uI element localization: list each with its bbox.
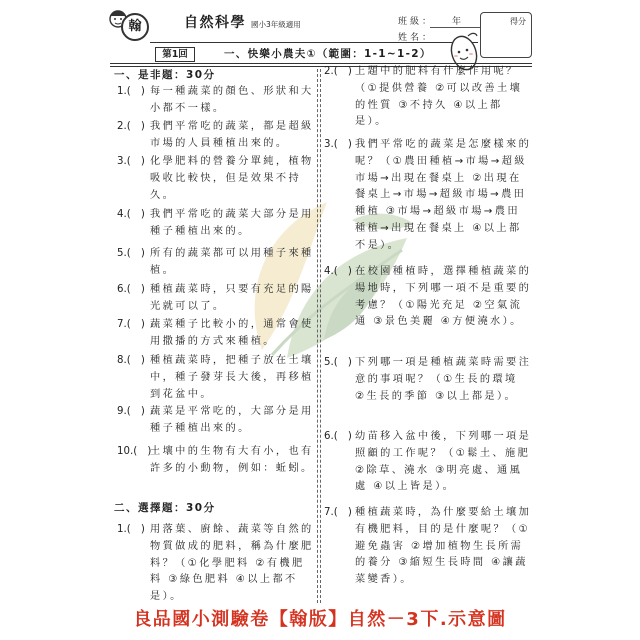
mc-question-3 — [324, 137, 532, 255]
question-text: 我們平常吃的蔬菜，都是超級市場的人員種植出來的。 — [150, 121, 314, 149]
question-text: 幼苗移入盆中後，下列哪一項是照顧的工作呢？（①鬆土、施肥 ②除草、澆水 ③明亮處、通風處 ④以上皆是）。 — [355, 431, 532, 493]
tf-question-9 — [117, 404, 316, 438]
question-number: 8.( ) — [117, 355, 145, 366]
grade-level-note: 國小3年級適用 — [251, 20, 301, 29]
question-number: 1.( ) — [117, 86, 145, 97]
question-number: 5.( ) — [117, 248, 145, 259]
tf-question-8 — [117, 353, 316, 403]
question-number: 2.( ) — [324, 66, 352, 77]
mc-question-2 — [324, 64, 532, 131]
tf-question-3 — [117, 154, 316, 204]
tf-question-6 — [117, 282, 316, 316]
question-number: 1.( ) — [117, 524, 145, 535]
question-text: 我們平常吃的蔬菜是怎麼樣來的呢？（①農田種植→市場→超級市場→出現在餐桌上 ②出現在餐桌上→市場→超級市場→農田種植 ③市場→超級市場→農田種植→出現在餐桌上 ④以上都不是）。 — [355, 139, 532, 251]
mc-question-4 — [324, 264, 532, 331]
mc-question-1 — [117, 522, 316, 606]
question-text: 在校園種植時，選擇種植蔬菜的場地時，下列哪一項不是重要的考慮？（①陽光充足 ②空氣流通 ③景色美麗 ④方便澆水）。 — [355, 266, 532, 328]
question-text: 每一種蔬菜的顏色、形狀和大小都不一樣。 — [150, 86, 314, 114]
question-text: 種植蔬菜時，只要有充足的陽光就可以了。 — [150, 284, 314, 312]
question-number: 7.( ) — [324, 507, 352, 518]
publisher-logo: 翰 — [121, 13, 149, 41]
section-heading-multiple-choice: 二、選擇題：30分 — [114, 502, 216, 514]
question-text: 所有的蔬菜都可以用種子來種植。 — [150, 248, 314, 276]
question-text: 下列哪一項是種植蔬菜時需要注意的事項呢？（①生長的環境 ②生長的季節 ③以上都是）。 — [355, 357, 532, 402]
question-text: 種植蔬菜時，為什麼要給土壤加有機肥料，目的是什麼呢？（①避免蟲害 ②增加植物生長所需的養分 ③縮短生長時間 ④讓蔬菜變香）。 — [355, 507, 532, 586]
question-number: 5.( ) — [324, 357, 352, 368]
question-number: 6.( ) — [117, 284, 145, 295]
section-heading-true-false: 一、是非題：30分 — [114, 69, 216, 81]
question-text: 化學肥料的營養分單純，植物吸收比較快，但是效果不持久。 — [150, 156, 314, 201]
grade-unit-label: 年 — [452, 17, 465, 27]
footer-caption: 良品國小測驗卷【翰版】自然－3下.示意圖 — [133, 609, 507, 630]
question-text: 我們平常吃的蔬菜大部分是用種子種植出來的。 — [150, 209, 314, 237]
subject-title: 自然科學 — [184, 15, 246, 31]
unit-title: 一、快樂小農夫①（範圍：1-1~1-2） — [224, 48, 432, 60]
question-text: 蔬菜種子比較小的，通常會使用撒播的方式來種植。 — [150, 319, 314, 347]
mc-question-6 — [324, 429, 532, 496]
score-box — [480, 12, 532, 58]
question-number: 9.( ) — [117, 406, 145, 417]
question-text: 種植蔬菜時，把種子放在土壤中，種子發芽長大後，再移植到花盆中。 — [150, 355, 314, 400]
question-number: 6.( ) — [324, 431, 352, 442]
question-text: 土壤中的生物有大有小，也有許多的小動物，例如：蚯蚓。 — [150, 446, 314, 474]
tf-question-4 — [117, 207, 316, 241]
score-label: 得分 — [510, 17, 526, 26]
tf-question-7 — [117, 317, 316, 351]
question-number: 4.( ) — [117, 209, 145, 220]
question-number: 3.( ) — [117, 156, 145, 167]
question-number: 2.( ) — [117, 121, 145, 132]
question-number: 3.( ) — [324, 139, 352, 150]
name-label: 姓名： — [398, 33, 435, 43]
question-number: 10.( ) — [117, 446, 152, 457]
question-number: 4.( ) — [324, 266, 352, 277]
mc-question-7 — [324, 505, 532, 589]
class-label: 班級： — [398, 17, 435, 27]
tf-question-2 — [117, 119, 316, 153]
tf-question-1 — [117, 84, 316, 118]
question-text: 上題中的肥料有什麼作用呢？（①提供營養 ②可以改善土壤的性質 ③不持久 ④以上都是）。 — [355, 66, 523, 128]
mc-question-5 — [324, 355, 532, 405]
column-divider — [320, 69, 321, 603]
tf-question-5 — [117, 246, 316, 280]
question-text: 蔬菜是平常吃的，大部分是用種子種植出來的。 — [150, 406, 314, 434]
question-text: 用落葉、廚餘、蔬菜等自然的物質做成的肥料，稱為什麼肥料？（①化學肥料 ②有機肥料 ③綠色肥料 ④以上都不是）。 — [150, 524, 314, 603]
column-divider — [317, 69, 318, 603]
tf-question-10 — [117, 444, 316, 478]
question-number: 7.( ) — [117, 319, 145, 330]
round-number-badge: 第1回 — [155, 47, 195, 62]
